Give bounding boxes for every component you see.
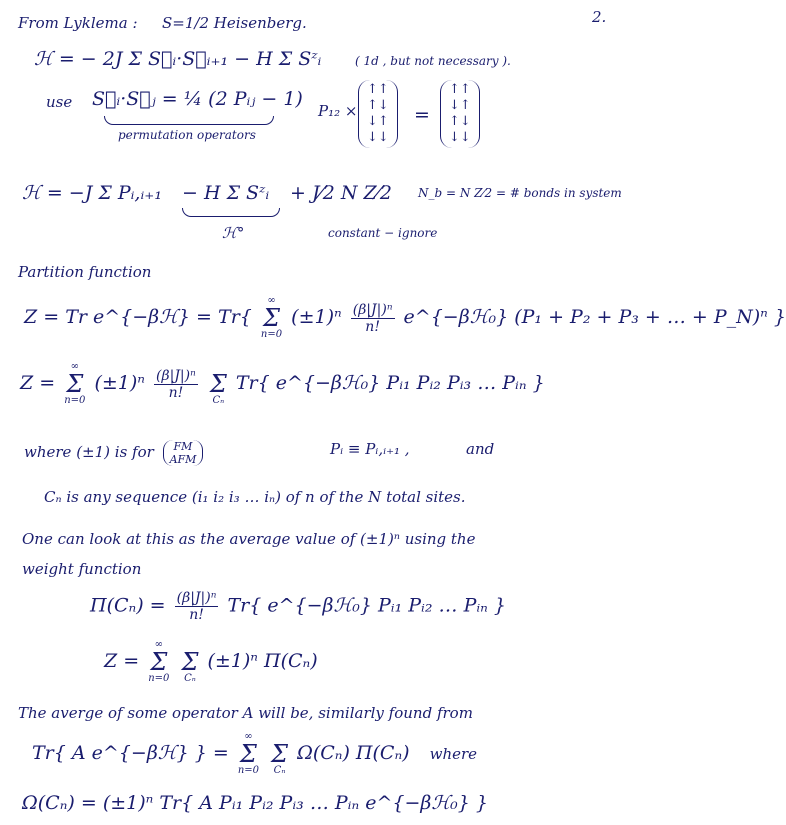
p12-label: P₁₂ × [318, 102, 358, 120]
page-number: 2. [592, 8, 607, 26]
sum-lower-limit: n=0 [64, 395, 86, 406]
partition-function-equation-1 [24, 296, 786, 340]
z3-lhs: Z = [104, 650, 140, 672]
constant-ignore-label: constant − ignore [328, 226, 438, 240]
pi-lhs: Π(Cₙ) = [90, 594, 166, 617]
sum-n-operator: ∞ Σ n=0 [148, 639, 170, 684]
spin-state-matrix-right [440, 80, 480, 148]
sign-factor: (±1)ⁿ [94, 372, 145, 394]
fraction-numerator: (β|J|)ⁿ [176, 590, 217, 606]
constant-term: + J⁄2 N Z⁄2 [290, 182, 393, 204]
average-interpretation-line: One can look at this as the average value of (±1)ⁿ using the [22, 530, 476, 548]
partition-function-equation-2 [20, 362, 545, 406]
h0-underbrace [182, 208, 280, 217]
spin-state: ↑↑ [367, 82, 389, 97]
z1-lhs: Z = Tr e^{−βℋ} = Tr{ [24, 306, 252, 328]
tr-lhs: Tr{ A e^{−βℋ} } = [32, 742, 229, 764]
sum-lower-limit: n=0 [260, 329, 283, 340]
dot-product-identity: S⃗ᵢ·S⃗ⱼ = ¼ (2 Pᵢⱼ − 1) [92, 88, 303, 110]
spin-state: ↓↓ [367, 130, 389, 145]
use-word: use [46, 93, 73, 111]
sum-n-operator: ∞ Σ n=0 [260, 295, 283, 340]
and-word: and [466, 440, 495, 458]
sum-cn-operator: Σ Cₙ [181, 648, 199, 684]
sum-upper-limit: ∞ [70, 361, 79, 372]
field-term: − H Σ Sᶻᵢ [182, 182, 270, 204]
weight-function-label: weight function [22, 560, 142, 578]
matrix-equals: = [414, 104, 430, 126]
fm-afm-choice [163, 440, 204, 466]
fraction-denominator: n! [168, 384, 184, 401]
sum-lower-limit: n=0 [148, 673, 170, 684]
fraction-numerator: (β|J|)ⁿ [352, 301, 393, 318]
fraction [351, 302, 395, 335]
source-label: From Lyklema : [18, 14, 138, 32]
fraction [154, 368, 198, 401]
hamiltonian-equation: ℋ = − 2J Σ S⃗ᵢ·S⃗ᵢ₊₁ − H Σ Sᶻᵢ [34, 48, 322, 70]
permutation-operators-label: permutation operators [118, 128, 256, 142]
sum-cn-operator: Σ Cₙ [209, 370, 227, 406]
spin-state: ↓↑ [449, 98, 471, 113]
sum-lower-limit: n=0 [237, 765, 259, 776]
spin-state: ↑↓ [367, 98, 389, 113]
sum-cn-lower-limit: Cₙ [184, 673, 196, 684]
operator-average-line: The averge of some operator A will be, similarly found from [18, 704, 473, 722]
fraction-denominator: n! [365, 318, 380, 335]
spin-state: ↓↑ [367, 114, 389, 129]
sum-cn-operator: Σ Cₙ [271, 740, 289, 776]
sum-cn-lower-limit: Cₙ [273, 765, 286, 776]
sum-n-operator: ∞ Σ n=0 [64, 361, 86, 406]
tr-rest: Ω(Cₙ) Π(Cₙ) [297, 742, 410, 764]
sign-factor: (±1)ⁿ [291, 306, 342, 328]
model-label: S=1/2 Heisenberg. [162, 14, 307, 32]
fraction-numerator: (β|J|)ⁿ [156, 367, 196, 384]
hamiltonian-note: ( 1d , but not necessary ). [355, 54, 511, 68]
pi-rest: Tr{ e^{−βℋ₀} Pᵢ₁ Pᵢ₂ … Pᵢₙ } [227, 594, 506, 617]
hamiltonian-permutation-form: ℋ = −J Σ Pᵢ,ᵢ₊₁ [22, 182, 162, 204]
omega-equation: Ω(Cₙ) = (±1)ⁿ Tr{ A Pᵢ₁ Pᵢ₂ Pᵢ₃ … Pᵢₙ e^{−βℋ₀} } [22, 792, 488, 814]
fm-label: FM [173, 440, 193, 453]
sum-upper-limit: ∞ [244, 731, 253, 742]
sum-cn-lower-limit: Cₙ [212, 395, 225, 406]
spin-state: ↑↓ [449, 114, 471, 129]
partition-function-heading: Partition function [18, 263, 152, 281]
p-definition: Pᵢ ≡ Pᵢ,ᵢ₊₁ , [330, 440, 410, 458]
operator-trace-equation [32, 732, 477, 776]
spin-state-matrix-left [358, 80, 398, 148]
sum-upper-limit: ∞ [154, 639, 163, 650]
sum-n-operator: ∞ Σ n=0 [237, 731, 259, 776]
spin-state: ↑↑ [449, 82, 471, 97]
z1-rest: e^{−βℋ₀} (P₁ + P₂ + P₃ + … + P_N)ⁿ } [403, 306, 786, 328]
afm-label: AFM [169, 453, 197, 466]
partition-function-equation-3 [104, 640, 318, 684]
spin-state: ↓↓ [449, 130, 471, 145]
weight-function-equation [90, 590, 506, 623]
where-word: where [429, 745, 478, 763]
z3-rest: (±1)ⁿ Π(Cₙ) [207, 650, 318, 672]
fraction [175, 590, 219, 623]
h0-label: ℋ° [222, 224, 245, 242]
cn-definition: Cₙ is any sequence (i₁ i₂ i₃ … iₙ) of n of the N total sites. [44, 488, 466, 506]
bonds-definition: N_b = N Z⁄2 = # bonds in system [418, 186, 622, 200]
sum-upper-limit: ∞ [267, 295, 276, 306]
z2-lhs: Z = [20, 372, 56, 394]
underbrace [104, 116, 274, 125]
where-text: where (±1) is for [24, 443, 154, 461]
fraction-denominator: n! [189, 607, 204, 623]
z2-rest: Tr{ e^{−βℋ₀} Pᵢ₁ Pᵢ₂ Pᵢ₃ … Pᵢₙ } [235, 372, 545, 394]
where-line [24, 440, 207, 466]
